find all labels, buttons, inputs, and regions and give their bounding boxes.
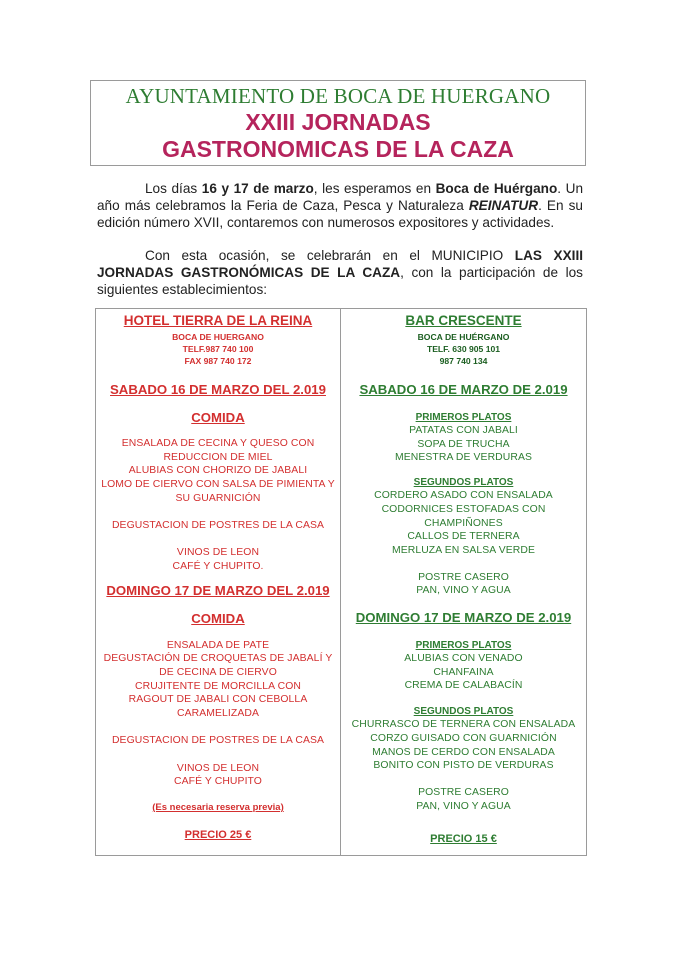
intro-text: , les esperamos en xyxy=(313,181,436,196)
event-title-line-1: XXIII JORNADAS xyxy=(245,109,431,135)
header-box xyxy=(90,80,586,166)
menu-item: CODORNICES ESTOFADAS CON xyxy=(381,503,546,515)
establishment-name: HOTEL TIERRA DE LA REINA xyxy=(123,313,313,328)
menu-item: VINOS DE LEON xyxy=(176,547,260,559)
menu-item: DE CECINA DE CIERVO xyxy=(159,667,277,679)
menu-dessert: DEGUSTACION DE POSTRES DE LA CASA xyxy=(111,519,325,531)
menu-item: VINOS DE LEON xyxy=(176,762,260,774)
contact-line: BOCA DE HUERGANO xyxy=(172,332,264,342)
menu-item: DEGUSTACIÓN DE CROQUETAS DE JABALÍ Y xyxy=(103,653,333,665)
contact-phone: 987 740 134 xyxy=(439,356,488,366)
menu-item: SU GUARNICIÓN xyxy=(175,492,261,504)
menu-item: CREMA DE CALABACÍN xyxy=(404,680,523,692)
meal-heading: COMIDA xyxy=(191,410,245,425)
contact-phone: TELF. 630 905 101 xyxy=(426,344,501,354)
menu-item: ALUBIAS CON VENADO xyxy=(404,653,523,665)
menu-item: CORZO GUISADO CON GUARNICIÓN xyxy=(370,732,557,744)
menu-item: POSTRE CASERO xyxy=(418,571,509,583)
contact-phone: TELF.987 740 100 xyxy=(182,344,254,354)
event-title-line-2: GASTRONOMICAS DE LA CAZA xyxy=(162,136,514,162)
intro-text: . Un año más celebramos la Feria de Caza, Pesca y Naturaleza xyxy=(97,181,584,213)
intro-text: . En su edición número XVII, contaremos con numerosos expositores y actividades. xyxy=(97,198,583,230)
course-heading: PRIMEROS PLATOS xyxy=(415,412,512,423)
menu-item: MENESTRA DE VERDURAS xyxy=(394,452,533,464)
menu-item: PAN, VINO Y AGUA xyxy=(416,585,511,597)
menu-item: CAFÉ Y CHUPITO xyxy=(173,776,262,788)
menu-item: CORDERO ASADO CON ENSALADA xyxy=(374,490,553,502)
intro-dates: 16 y 17 de marzo xyxy=(201,181,314,196)
menu-item: PAN, VINO Y AGUA xyxy=(416,800,511,812)
establishment-bar-column xyxy=(341,308,587,856)
intro-text: Los días xyxy=(145,181,202,196)
menu-item: CALLOS DE TERNERA xyxy=(407,531,520,543)
intro-text: , con la participación de los siguientes establecimientos: xyxy=(97,265,583,297)
menu-item: ENSALADA DE CECINA Y QUESO CON xyxy=(121,438,315,449)
intro-event-name: LAS XXIII JORNADAS GASTRONÓMICAS DE LA CAZA xyxy=(97,248,583,280)
menu-item: CARAMELIZADA xyxy=(176,708,260,720)
day-heading: SABADO 16 DE MARZO DEL 2.019 xyxy=(110,382,326,397)
reservation-note: (Es necesaria reserva previa) xyxy=(152,801,284,813)
course-heading: SEGUNDOS PLATOS xyxy=(413,477,514,489)
price: PRECIO 15 € xyxy=(430,833,497,846)
course-heading: SEGUNDOS PLATOS xyxy=(413,706,514,718)
intro-location: Boca de Huérgano xyxy=(435,181,558,196)
menu-item: CHANFAINA xyxy=(433,666,494,678)
intro-paragraph-2 xyxy=(97,247,583,298)
course-heading: PRIMEROS PLATOS xyxy=(415,640,512,652)
intro-paragraph-1 xyxy=(97,180,583,231)
menu-item: BONITO CON PISTO DE VERDURAS xyxy=(373,760,554,772)
menu-item: MERLUZA EN SALSA VERDE xyxy=(391,544,536,556)
contact-line: BOCA DE HUÉRGANO xyxy=(417,332,510,342)
menu-item: CHURRASCO DE TERNERA CON ENSALADA xyxy=(351,719,576,731)
menu-item: LOMO DE CIERVO CON SALSA DE PIMIENTA Y xyxy=(101,479,335,491)
intro-fair-name: REINATUR xyxy=(468,198,539,213)
establishment-hotel-column xyxy=(95,308,341,856)
menu-item: POSTRE CASERO xyxy=(418,786,509,798)
menu-item: ENSALADA DE PATE xyxy=(166,639,270,651)
establishment-name: BAR CRESCENTE xyxy=(405,313,522,328)
meal-heading: COMIDA xyxy=(191,610,245,626)
menu-item: PATATAS CON JABALI xyxy=(409,425,518,436)
menu-item: REDUCCION DE MIEL xyxy=(163,451,273,463)
menu-item: ALUBIAS CON CHORIZO DE JABALI xyxy=(128,465,308,477)
day-heading: SABADO 16 DE MARZO DE 2.019 xyxy=(359,382,568,397)
menu-item: MANOS DE CERDO CON ENSALADA xyxy=(372,746,555,758)
menu-item: CHAMPIÑONES xyxy=(424,517,503,529)
day-heading: DOMINGO 17 DE MARZO DEL 2.019 xyxy=(106,582,330,598)
price: PRECIO 25 € xyxy=(184,828,252,841)
organization-name: AYUNTAMIENTO DE BOCA DE HUERGANO xyxy=(125,84,551,108)
menu-item: SOPA DE TRUCHA xyxy=(417,438,510,450)
menu-item: CRUJITENTE DE MORCILLA CON xyxy=(135,680,301,692)
menu-item: RAGOUT DE JABALI CON CEBOLLA xyxy=(128,694,308,706)
contact-fax: FAX 987 740 172 xyxy=(184,356,252,366)
intro-text: Con esta ocasión, se celebrarán en el MUNICIPIO xyxy=(145,248,515,263)
day-heading: DOMINGO 17 DE MARZO DE 2.019 xyxy=(355,610,572,626)
menu-dessert: DEGUSTACION DE POSTRES DE LA CASA xyxy=(111,734,325,746)
menu-item: CAFÉ Y CHUPITO. xyxy=(172,560,264,572)
